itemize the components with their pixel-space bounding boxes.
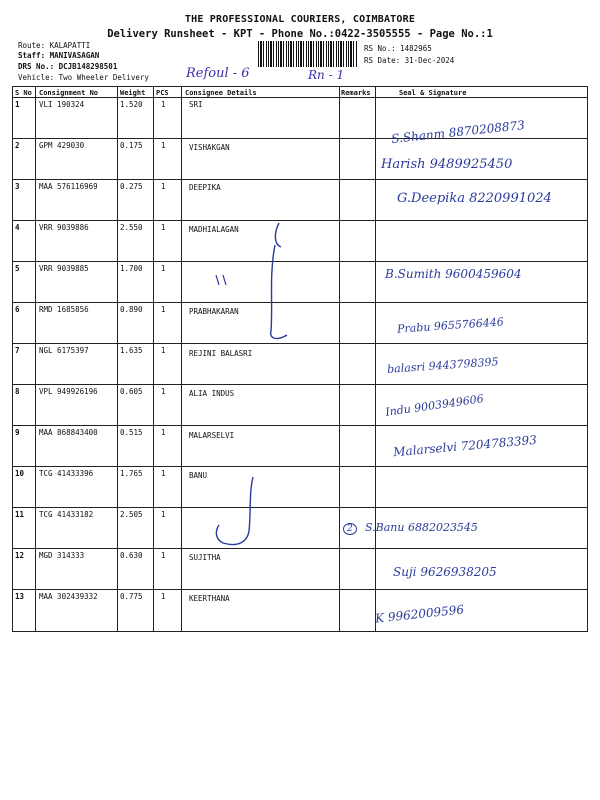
row-8-signature: Indu 9003949606 bbox=[384, 392, 485, 419]
runsheet-table bbox=[12, 86, 588, 632]
row-12-weight: 0.630 bbox=[120, 551, 143, 560]
row-3-weight: 0.275 bbox=[120, 182, 143, 191]
row-10-consignee: BANU bbox=[189, 471, 208, 480]
row-2-pcs: 1 bbox=[161, 141, 166, 150]
row-13-weight: 0.775 bbox=[120, 592, 143, 601]
col-header-pcs: PCS bbox=[156, 89, 169, 97]
row-2-consignee: VISHAKGAN bbox=[189, 143, 230, 152]
row-11-consignment: TCG 41433182 bbox=[39, 510, 94, 519]
row-8-consignment: VPL 949926196 bbox=[39, 387, 98, 396]
row-1-consignment: VLI 190324 bbox=[39, 100, 85, 109]
row-9-signature: Malarselvi 7204783393 bbox=[392, 432, 538, 460]
ditto-mark-small bbox=[213, 273, 233, 287]
drs-number: DRS No.: DCJB148298501 bbox=[18, 62, 118, 71]
company-title: THE PROFESSIONAL COURIERS, COIMBATORE bbox=[184, 14, 416, 25]
ditto-mark-stroke-2 bbox=[209, 473, 269, 553]
row-13-pcs: 1 bbox=[161, 592, 166, 601]
row-13-consignment: MAA 302439332 bbox=[39, 592, 98, 601]
row-11-weight: 2.505 bbox=[120, 510, 143, 519]
staff-label: Staff: MANIVASAGAN bbox=[18, 51, 100, 60]
ditto-mark-stroke bbox=[243, 215, 303, 345]
row-10-consignment: TCG 41433396 bbox=[39, 469, 94, 478]
row-7-consignee: REJINI BALASRI bbox=[189, 349, 253, 358]
row-9-consignment: MAA 868843400 bbox=[39, 428, 98, 437]
row-4-consignee: MADHIALAGAN bbox=[189, 225, 239, 234]
barcode-image bbox=[258, 41, 358, 67]
row-6-sno: 6 bbox=[15, 305, 20, 314]
row-1-weight: 1.520 bbox=[120, 100, 143, 109]
row-13-sno: 13 bbox=[15, 592, 25, 601]
row-10-sno: 10 bbox=[15, 469, 25, 478]
row-2-weight: 0.175 bbox=[120, 141, 143, 150]
row-4-pcs: 1 bbox=[161, 223, 166, 232]
row-3-pcs: 1 bbox=[161, 182, 166, 191]
row-8-weight: 0.605 bbox=[120, 387, 143, 396]
col-header-consignment: Consignment No bbox=[39, 89, 99, 97]
row-12-sno: 12 bbox=[15, 551, 25, 560]
row-13-consignee: KEERTHANA bbox=[189, 594, 230, 603]
row-9-consignee: MALARSELVI bbox=[189, 431, 235, 440]
col-header-remarks: Remarks bbox=[341, 89, 371, 97]
row-11-remarks-mark: 2 bbox=[343, 523, 357, 535]
row-5-signature: B.Sumith 9600459604 bbox=[385, 267, 522, 281]
col-header-weight: Weight bbox=[120, 89, 146, 97]
row-5-pcs: 1 bbox=[161, 264, 166, 273]
row-9-sno: 9 bbox=[15, 428, 20, 437]
row-2-sno: 2 bbox=[15, 141, 20, 150]
row-8-consignee: ALIA INDUS bbox=[189, 389, 235, 398]
col-header-sno: S No bbox=[15, 89, 32, 97]
handwritten-rn-note: Rn - 1 bbox=[308, 68, 345, 82]
row-2-signature: Harish 9489925450 bbox=[381, 157, 513, 172]
col-header-seal-signature: Seal & Signature bbox=[399, 89, 467, 97]
row-1-consignee: SRI bbox=[189, 100, 203, 109]
row-6-consignment: RMD 1685856 bbox=[39, 305, 89, 314]
row-12-pcs: 1 bbox=[161, 551, 166, 560]
row-6-signature: Prabu 9655766446 bbox=[396, 315, 505, 336]
col-header-consignee: Consignee Details bbox=[185, 89, 257, 97]
row-7-pcs: 1 bbox=[161, 346, 166, 355]
row-7-sno: 7 bbox=[15, 346, 20, 355]
row-3-consignee: DEEPIKA bbox=[189, 183, 221, 192]
row-12-consignee: SUJITHA bbox=[189, 553, 221, 562]
vehicle-label: Vehicle: Two Wheeler Delivery bbox=[18, 73, 149, 82]
row-6-weight: 0.890 bbox=[120, 305, 143, 314]
row-13-signature: K 9962009596 bbox=[374, 602, 465, 626]
row-3-sno: 3 bbox=[15, 182, 20, 191]
row-11-pcs: 1 bbox=[161, 510, 166, 519]
row-3-consignment: MAA 576116969 bbox=[39, 182, 98, 191]
row-8-sno: 8 bbox=[15, 387, 20, 396]
route-label: Route: KALAPATTI bbox=[18, 41, 91, 50]
row-7-signature: balasri 9443798395 bbox=[386, 355, 499, 376]
row-9-weight: 0.515 bbox=[120, 428, 143, 437]
row-7-weight: 1.635 bbox=[120, 346, 143, 355]
row-4-weight: 2.550 bbox=[120, 223, 143, 232]
row-5-sno: 5 bbox=[15, 264, 20, 273]
handwritten-refoul-note: Refoul - 6 bbox=[186, 66, 250, 81]
row-4-consignment: VRR 9039886 bbox=[39, 223, 89, 232]
runsheet-subtitle: Delivery Runsheet - KPT - Phone No.:0422-3505555 - Page No.:1 bbox=[107, 28, 493, 40]
row-10-pcs: 1 bbox=[161, 469, 166, 478]
row-10-weight: 1.765 bbox=[120, 469, 143, 478]
row-11-signature: S.Banu 6882023545 bbox=[365, 521, 478, 534]
rs-date: RS Date: 31-Dec-2024 bbox=[364, 56, 455, 65]
row-9-pcs: 1 bbox=[161, 428, 166, 437]
row-6-consignee: PRABHAKARAN bbox=[189, 307, 239, 316]
row-12-consignment: MGD 314333 bbox=[39, 551, 85, 560]
row-12-signature: Suji 9626938205 bbox=[393, 565, 497, 579]
row-11-sno: 11 bbox=[15, 510, 25, 519]
row-1-pcs: 1 bbox=[161, 100, 166, 109]
row-4-sno: 4 bbox=[15, 223, 20, 232]
row-6-pcs: 1 bbox=[161, 305, 166, 314]
row-1-sno: 1 bbox=[15, 100, 20, 109]
row-5-consignment: VRR 9039885 bbox=[39, 264, 89, 273]
row-5-weight: 1.700 bbox=[120, 264, 143, 273]
row-3-signature: G.Deepika 8220991024 bbox=[397, 191, 552, 206]
row-7-consignment: NGL 6175397 bbox=[39, 346, 89, 355]
row-2-consignment: GPM 429030 bbox=[39, 141, 85, 150]
row-1-signature: S.Shanm 8870208873 bbox=[390, 118, 526, 146]
row-8-pcs: 1 bbox=[161, 387, 166, 396]
rs-number: RS No.: 1482965 bbox=[364, 44, 432, 53]
